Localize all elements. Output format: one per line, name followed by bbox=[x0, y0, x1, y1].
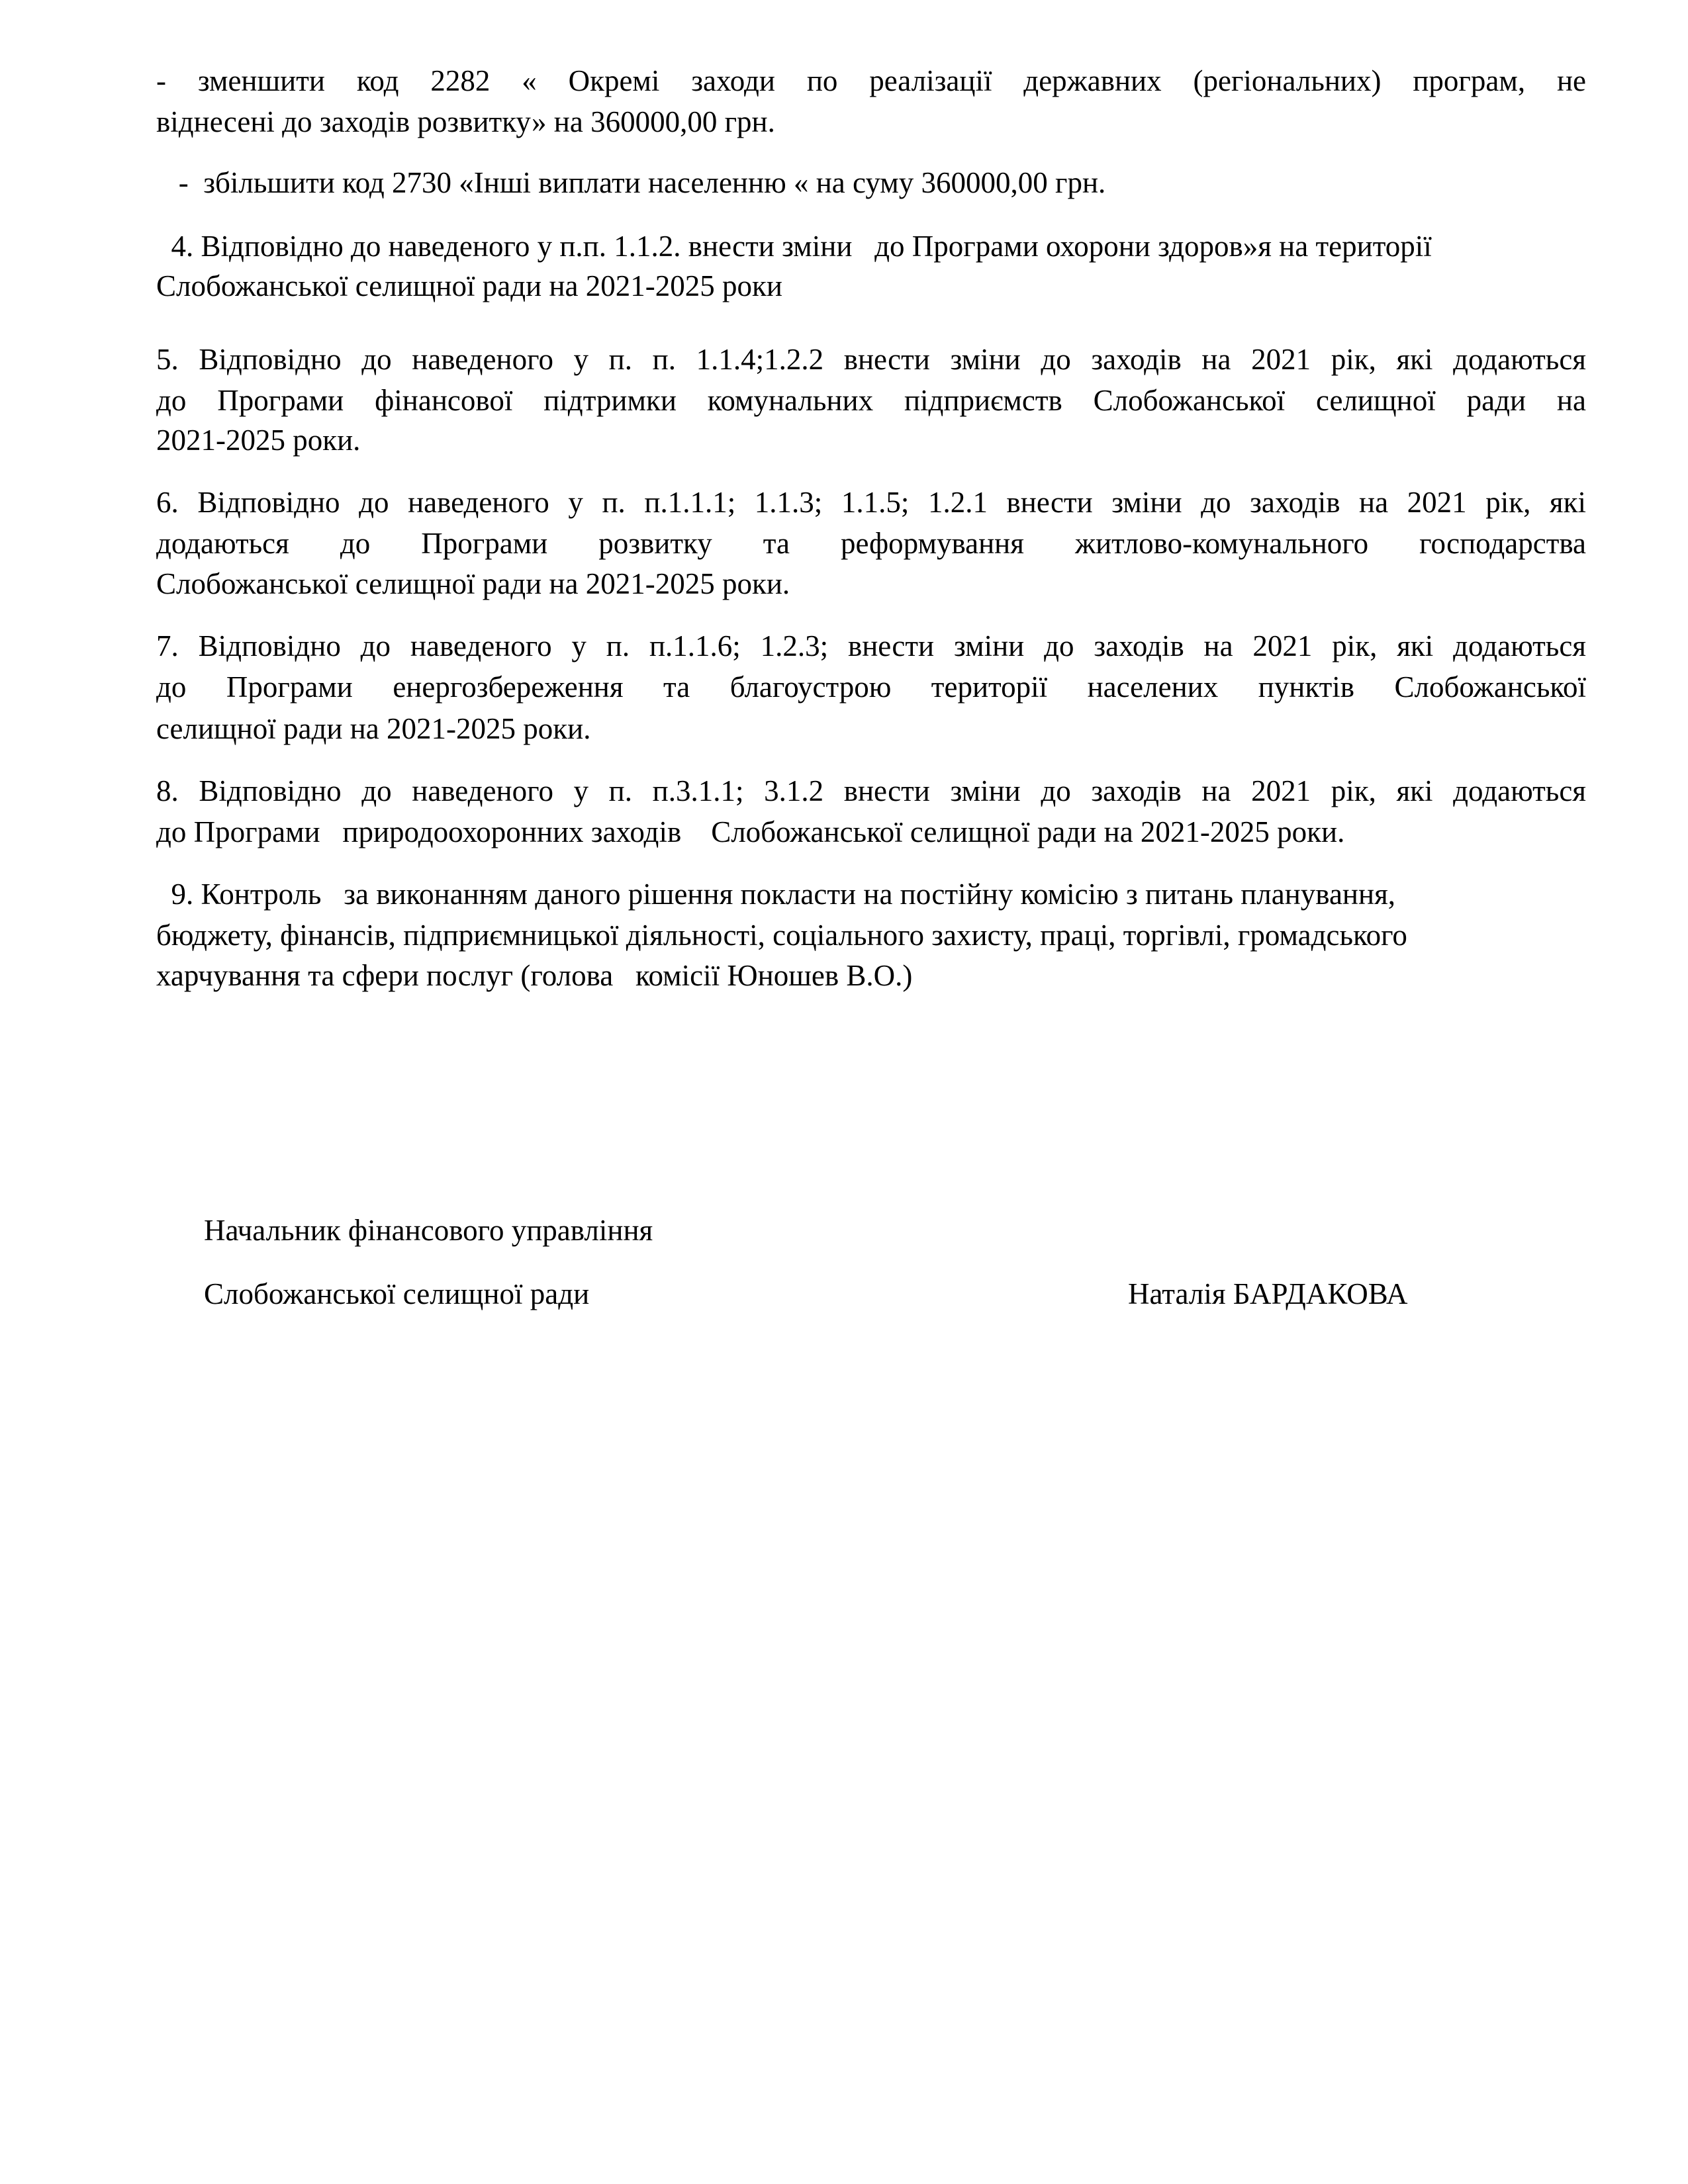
item-6-line-1: 6. Відповідно до наведеного у п. п.1.1.1; 1.1.3; 1.1.5; 1.2.1 внести зміни до заходів на 2021 рік, які bbox=[156, 486, 1586, 519]
signature-name: Наталія БАРДАКОВА bbox=[1128, 1277, 1408, 1310]
item-9-line-2: бюджету, фінансів, підприємницької діяльності, соціального захисту, праці, торгівлі, громадського bbox=[156, 919, 1407, 952]
paragraph-decrease-code-2282-line-2: віднесені до заходів розвитку» на 360000,00 грн. bbox=[156, 105, 775, 138]
item-5-line-1: 5. Відповідно до наведеного у п. п. 1.1.4;1.2.2 внести зміни до заходів на 2021 рік, які додаються bbox=[156, 343, 1586, 376]
item-5-line-2: до Програми фінансової підтримки комунальних підприємств Слобожанської селищної ради на bbox=[156, 384, 1586, 417]
item-8-line-2: до Програми природоохоронних заходів Слобожанської селищної ради на 2021-2025 роки. bbox=[156, 815, 1345, 848]
signature-position-line-1: Начальник фінансового управління bbox=[204, 1214, 653, 1247]
item-7-line-2: до Програми енергозбереження та благоустрою території населених пунктів Слобожанської bbox=[156, 670, 1586, 704]
paragraph-increase-code-2730: - збільшити код 2730 «Інші виплати населенню « на суму 360000,00 грн. bbox=[156, 166, 1106, 199]
item-8-line-1: 8. Відповідно до наведеного у п. п.3.1.1; 3.1.2 внести зміни до заходів на 2021 рік, які додаються bbox=[156, 774, 1586, 807]
item-7-line-1: 7. Відповідно до наведеного у п. п.1.1.6; 1.2.3; внести зміни до заходів на 2021 рік, які додаються bbox=[156, 629, 1586, 662]
item-5-line-3: 2021-2025 роки. bbox=[156, 424, 361, 457]
signature-position-line-2: Слобожанської селищної ради bbox=[204, 1277, 590, 1310]
item-4-line-2: Слобожанської селищної ради на 2021-2025 роки bbox=[156, 269, 782, 302]
item-4-line-1: 4. Відповідно до наведеного у п.п. 1.1.2. внести зміни до Програми охорони здоров»я на території bbox=[156, 230, 1432, 263]
paragraph-decrease-code-2282-line-1: - зменшити код 2282 « Окремі заходи по реалізації державних (регіональних) програм, не bbox=[156, 64, 1586, 97]
item-9-line-3: харчування та сфери послуг (голова комісії Юношев В.О.) bbox=[156, 959, 913, 992]
item-7-line-3: селищної ради на 2021-2025 роки. bbox=[156, 712, 591, 745]
item-9-line-1: 9. Контроль за виконанням даного рішення покласти на постійну комісію з питань планування, bbox=[156, 878, 1396, 911]
item-6-line-3: Слобожанської селищної ради на 2021-2025 роки. bbox=[156, 567, 790, 600]
item-6-line-2: додаються до Програми розвитку та реформування житлово-комунального господарства bbox=[156, 527, 1586, 560]
